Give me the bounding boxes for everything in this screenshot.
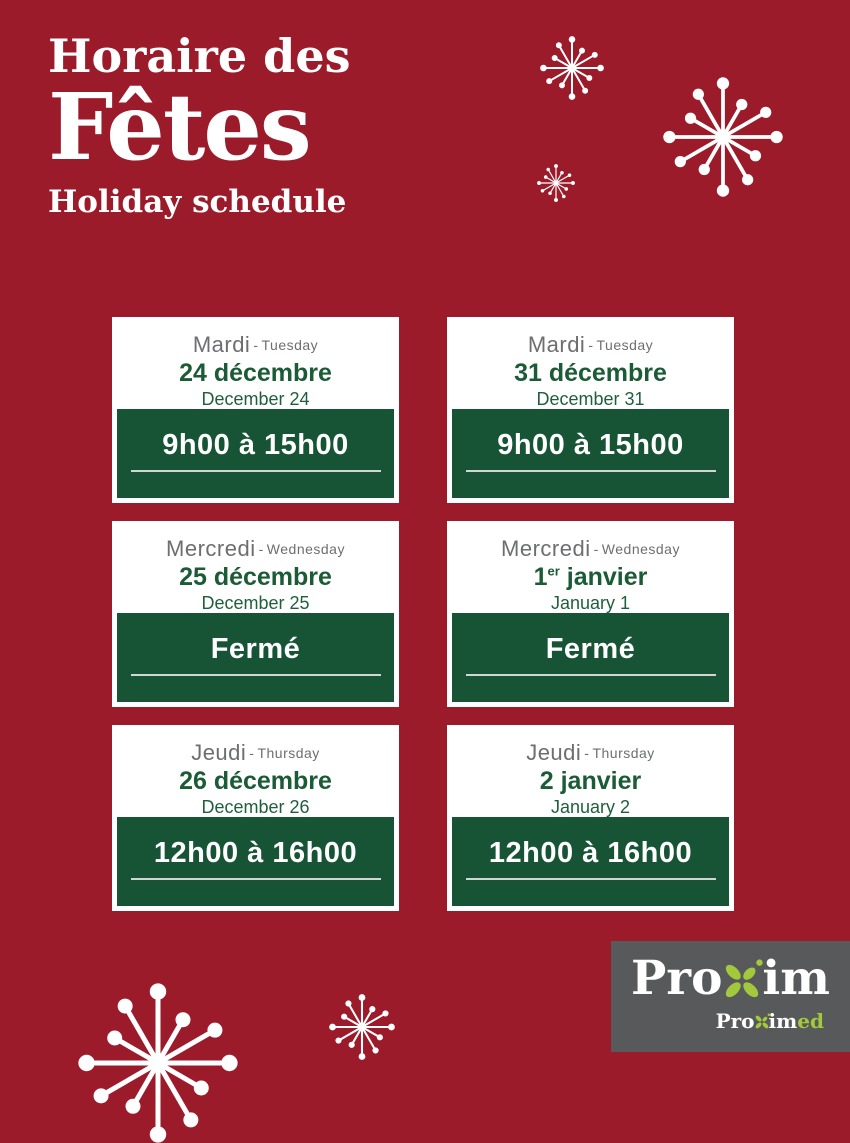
schedule-card-jan2 xyxy=(447,725,734,911)
day-fr: Mercredi xyxy=(166,536,256,561)
snowflake-icon xyxy=(663,77,783,197)
sub-text-pre: Pro xyxy=(715,1009,755,1033)
schedule-card-dec25 xyxy=(112,521,399,707)
day-fr: Mercredi xyxy=(501,536,591,561)
snowflake-icon xyxy=(537,164,575,202)
banner-underline xyxy=(131,470,381,472)
date-fr xyxy=(452,360,729,388)
hours-banner xyxy=(452,817,729,906)
banner-underline xyxy=(466,878,716,880)
schedule-card-dec31 xyxy=(447,317,734,503)
proximed-wordmark xyxy=(716,1011,824,1031)
card-header xyxy=(452,322,729,409)
date-fr-sup: er xyxy=(547,563,560,579)
day-label xyxy=(452,537,729,561)
proxim-logo-box xyxy=(611,941,850,1052)
card-header xyxy=(452,526,729,613)
card-header xyxy=(117,322,394,409)
day-fr: Mardi xyxy=(527,332,586,357)
day-fr: Jeudi xyxy=(526,740,582,765)
snowflake-icon xyxy=(78,983,238,1143)
day-label xyxy=(452,333,729,357)
day-separator: - xyxy=(593,541,599,557)
date-fr xyxy=(117,768,394,796)
date-fr-main: 31 décembre xyxy=(514,359,667,388)
sub-text-ed: ed xyxy=(797,1009,824,1033)
snowflake-icon xyxy=(329,994,395,1060)
date-fr-main: 1 xyxy=(533,563,548,592)
schedule-grid xyxy=(112,317,734,911)
day-fr: Mardi xyxy=(192,332,251,357)
day-separator: - xyxy=(584,745,590,761)
hours-label: 12h00 à 16h00 xyxy=(153,837,358,869)
schedule-card-dec24 xyxy=(112,317,399,503)
schedule-card-dec26 xyxy=(112,725,399,911)
day-label xyxy=(117,537,394,561)
date-fr-rest: janvier xyxy=(559,563,648,592)
snowflake-icon xyxy=(540,36,604,100)
day-label xyxy=(117,333,394,357)
banner-underline xyxy=(131,674,381,676)
brand-text-pre: Pro xyxy=(630,951,723,1006)
x-flower-icon xyxy=(719,958,765,1004)
title-line-fr-2: Fêtes xyxy=(48,73,310,182)
date-en: December 31 xyxy=(536,388,645,409)
hours-label: 9h00 à 15h00 xyxy=(162,429,349,461)
sub-text-mid: im xyxy=(768,1009,798,1033)
title-line-fr-1: Horaire des xyxy=(48,29,351,83)
card-header xyxy=(117,526,394,613)
date-fr-main: 25 décembre xyxy=(179,563,332,592)
hours-banner xyxy=(452,409,729,498)
day-label xyxy=(117,741,394,765)
day-en: Wednesday xyxy=(266,541,345,557)
day-label xyxy=(452,741,729,765)
date-en: January 1 xyxy=(550,592,631,613)
poster-title xyxy=(48,29,351,220)
date-en: January 2 xyxy=(550,796,631,817)
day-en: Wednesday xyxy=(601,541,680,557)
date-fr-main: 2 janvier xyxy=(539,767,642,796)
banner-underline xyxy=(131,878,381,880)
date-en: December 26 xyxy=(201,796,310,817)
day-separator: - xyxy=(253,337,259,353)
date-fr xyxy=(117,564,394,592)
banner-underline xyxy=(466,470,716,472)
hours-label: Fermé xyxy=(210,633,301,665)
date-fr-main: 26 décembre xyxy=(179,767,332,796)
hours-label: 9h00 à 15h00 xyxy=(497,429,684,461)
hours-banner xyxy=(117,817,394,906)
hours-banner xyxy=(117,613,394,702)
day-fr: Jeudi xyxy=(191,740,247,765)
date-fr-main: 24 décembre xyxy=(179,359,332,388)
card-header xyxy=(117,730,394,817)
schedule-card-jan1 xyxy=(447,521,734,707)
date-fr xyxy=(117,360,394,388)
date-fr xyxy=(452,564,729,592)
hours-label: 12h00 à 16h00 xyxy=(488,837,693,869)
day-en: Tuesday xyxy=(596,337,654,353)
day-en: Tuesday xyxy=(261,337,319,353)
hours-banner xyxy=(452,613,729,702)
brand-text-post: im xyxy=(762,951,831,1006)
date-en: December 24 xyxy=(201,388,310,409)
hours-label: Fermé xyxy=(545,633,636,665)
card-header xyxy=(452,730,729,817)
date-fr xyxy=(452,768,729,796)
date-en: December 25 xyxy=(201,592,310,613)
banner-underline xyxy=(466,674,716,676)
title-subtitle-en: Holiday schedule xyxy=(48,183,347,220)
hours-banner xyxy=(117,409,394,498)
proxim-wordmark xyxy=(611,951,850,1006)
day-en: Thursday xyxy=(592,745,655,761)
day-separator: - xyxy=(249,745,255,761)
day-en: Thursday xyxy=(257,745,320,761)
day-separator: - xyxy=(588,337,594,353)
day-separator: - xyxy=(258,541,264,557)
